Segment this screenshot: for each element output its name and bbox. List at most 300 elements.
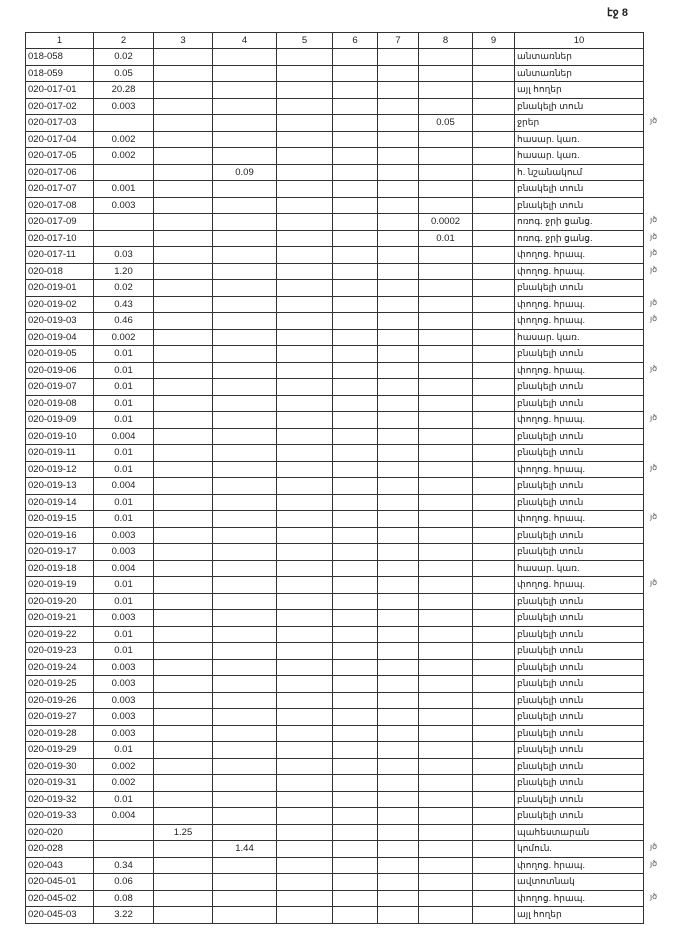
area-cell-col3 [154,560,213,577]
area-cell-col6 [333,626,378,643]
area-cell-col4 [213,181,277,198]
area-cell-col9 [473,412,515,429]
column-header-5: 5 [277,33,333,49]
margin-note: յծ [650,512,658,521]
table-row [26,824,644,841]
area-cell-col6 [333,428,378,445]
area-cell-col6 [333,280,378,297]
area-cell-col8: 0.01 [419,230,473,247]
table-row [26,412,644,429]
area-cell-col8 [419,742,473,759]
land-use-cell: բնակելի տուն [515,527,644,544]
area-cell-col3 [154,742,213,759]
area-cell-col6 [333,164,378,181]
area-cell-col3 [154,280,213,297]
area-cell-col6 [333,131,378,148]
area-cell-col6 [333,824,378,841]
parcel-code-cell: 020-019-32 [26,791,94,808]
area-cell-col9 [473,214,515,231]
area-cell-col4 [213,49,277,66]
area-cell-col5 [277,593,333,610]
table-row [26,280,644,297]
area-cell-col9 [473,659,515,676]
area-cell-col7 [378,247,419,264]
area-cell-col9 [473,527,515,544]
table-row [26,758,644,775]
area-cell-col7 [378,511,419,528]
parcel-code-cell: 020-019-01 [26,280,94,297]
area-cell-col8 [419,577,473,594]
land-use-cell: բնակելի տուն [515,346,644,363]
land-use-cell: բնակելի տուն [515,478,644,495]
area-cell-col8 [419,907,473,924]
parcel-code-cell: 020-019-11 [26,445,94,462]
margin-note: յծ [650,116,658,125]
area-cell-col9 [473,296,515,313]
area-cell-col5 [277,791,333,808]
land-use-cell: բնակելի տուն [515,808,644,825]
area-cell-col5 [277,49,333,66]
area-cell-col4 [213,494,277,511]
area-cell-col5 [277,379,333,396]
table-row [26,461,644,478]
land-use-cell: բնակելի տուն [515,181,644,198]
area-cell-col4 [213,296,277,313]
land-use-cell: բնակելի տուն [515,626,644,643]
land-use-cell: բնակելի տուն [515,692,644,709]
area-cell-col4 [213,758,277,775]
area-cell-col8 [419,296,473,313]
area-cell-col3 [154,709,213,726]
area-cell-col2: 0.004 [94,428,154,445]
table-row [26,346,644,363]
area-cell-col4 [213,725,277,742]
area-cell-col4 [213,478,277,495]
area-cell-col8 [419,148,473,165]
area-cell-col7 [378,610,419,627]
land-use-cell: բնակելի տուն [515,643,644,660]
area-cell-col8 [419,544,473,561]
parcel-code-cell: 020-043 [26,857,94,874]
area-cell-col2: 0.01 [94,494,154,511]
area-cell-col6 [333,379,378,396]
area-cell-col4 [213,511,277,528]
area-cell-col8 [419,461,473,478]
margin-note: յծ [650,231,658,241]
area-cell-col8 [419,857,473,874]
area-cell-col3 [154,527,213,544]
area-cell-col8 [419,511,473,528]
area-cell-col3 [154,857,213,874]
land-use-cell: բնակելի տուն [515,791,644,808]
area-cell-col3: 1.25 [154,824,213,841]
area-cell-col8 [419,775,473,792]
area-cell-col5 [277,247,333,264]
parcel-code-cell: 020-019-16 [26,527,94,544]
area-cell-col4 [213,643,277,660]
area-cell-col3 [154,758,213,775]
area-cell-col9 [473,511,515,528]
parcel-code-cell: 020-019-25 [26,676,94,693]
area-cell-col9 [473,758,515,775]
area-cell-col5 [277,65,333,82]
area-cell-col6 [333,593,378,610]
area-cell-col7 [378,643,419,660]
area-cell-col5 [277,890,333,907]
area-cell-col9 [473,82,515,99]
table-row [26,791,644,808]
area-cell-col7 [378,626,419,643]
area-cell-col6 [333,362,378,379]
margin-note: յծ [650,363,658,373]
table-row [26,49,644,66]
land-use-cell: հասար. կառ. [515,131,644,148]
area-cell-col7 [378,230,419,247]
land-use-cell: բնակելի տուն [515,725,644,742]
area-cell-col7 [378,82,419,99]
area-cell-col3 [154,98,213,115]
area-cell-col2: 0.01 [94,445,154,462]
area-cell-col9 [473,98,515,115]
area-cell-col5 [277,263,333,280]
area-cell-col8 [419,49,473,66]
area-cell-col9 [473,725,515,742]
land-use-cell: հասար. կառ. [515,329,644,346]
area-cell-col2: 0.02 [94,280,154,297]
area-cell-col4 [213,445,277,462]
area-cell-col5 [277,659,333,676]
area-cell-col4 [213,98,277,115]
area-cell-col8 [419,643,473,660]
area-cell-col5 [277,577,333,594]
area-cell-col4 [213,791,277,808]
column-header-6: 6 [333,33,378,49]
area-cell-col7 [378,115,419,132]
area-cell-col8 [419,346,473,363]
area-cell-col8 [419,758,473,775]
area-cell-col7 [378,560,419,577]
area-cell-col5 [277,692,333,709]
parcel-code-cell: 020-019-24 [26,659,94,676]
area-cell-col4 [213,131,277,148]
land-use-cell: փողոց. հրապ. [515,577,644,594]
area-cell-col7 [378,593,419,610]
area-cell-col6 [333,577,378,594]
area-cell-col6 [333,263,378,280]
parcel-code-cell: 020-019-05 [26,346,94,363]
area-cell-col5 [277,857,333,874]
area-cell-col5 [277,841,333,858]
area-cell-col4 [213,824,277,841]
area-cell-col9 [473,808,515,825]
area-cell-col6 [333,544,378,561]
land-use-cell: այլ հողեր [515,907,644,924]
area-cell-col9 [473,478,515,495]
area-cell-col2: 0.43 [94,296,154,313]
table-row [26,511,644,528]
table-row [26,247,644,264]
area-cell-col2: 0.01 [94,379,154,396]
table-row [26,181,644,198]
area-cell-col2: 0.002 [94,148,154,165]
parcel-code-cell: 020-045-03 [26,907,94,924]
area-cell-col2: 0.002 [94,758,154,775]
area-cell-col8 [419,676,473,693]
table-row [26,643,644,660]
area-cell-col4 [213,362,277,379]
area-cell-col8 [419,412,473,429]
area-cell-col7 [378,544,419,561]
table-row [26,841,644,858]
table-row [26,692,644,709]
parcel-code-cell: 020-019-07 [26,379,94,396]
area-cell-col5 [277,280,333,297]
area-cell-col2: 0.01 [94,593,154,610]
land-use-cell: կոմուն. [515,841,644,858]
area-cell-col9 [473,329,515,346]
area-cell-col6 [333,676,378,693]
area-cell-col8: 0.05 [419,115,473,132]
parcel-code-cell: 020-019-30 [26,758,94,775]
area-cell-col9 [473,775,515,792]
area-cell-col4 [213,65,277,82]
area-cell-col5 [277,560,333,577]
table-row [26,379,644,396]
area-cell-col8 [419,98,473,115]
area-cell-col6 [333,214,378,231]
land-use-cell: փողոց. հրապ. [515,890,644,907]
area-cell-col3 [154,791,213,808]
area-cell-col7 [378,808,419,825]
area-cell-col5 [277,478,333,495]
area-cell-col8 [419,791,473,808]
area-cell-col9 [473,841,515,858]
area-cell-col2: 0.003 [94,197,154,214]
area-cell-col2: 0.01 [94,791,154,808]
area-cell-col5 [277,395,333,412]
area-cell-col9 [473,494,515,511]
parcel-code-cell: 020-019-10 [26,428,94,445]
parcel-code-cell: 020-028 [26,841,94,858]
area-cell-col7 [378,362,419,379]
area-cell-col6 [333,49,378,66]
table-row [26,808,644,825]
area-cell-col2: 0.01 [94,626,154,643]
land-use-cell: անտառներ [515,65,644,82]
area-cell-col7 [378,329,419,346]
area-cell-col2: 0.06 [94,874,154,891]
area-cell-col6 [333,511,378,528]
area-cell-col8 [419,593,473,610]
parcel-code-cell: 020-019-18 [26,560,94,577]
parcel-code-cell: 020-019-06 [26,362,94,379]
parcel-code-cell: 020-017-01 [26,82,94,99]
area-cell-col5 [277,296,333,313]
area-cell-col4 [213,874,277,891]
area-cell-col6 [333,98,378,115]
area-cell-col8 [419,131,473,148]
area-cell-col3 [154,296,213,313]
land-use-cell: ջրեր [515,115,644,132]
area-cell-col9 [473,428,515,445]
parcel-code-cell: 020-019-20 [26,593,94,610]
area-cell-col6 [333,610,378,627]
area-cell-col8 [419,395,473,412]
area-cell-col4 [213,214,277,231]
area-cell-col7 [378,346,419,363]
area-cell-col9 [473,791,515,808]
area-cell-col8 [419,263,473,280]
area-cell-col7 [378,263,419,280]
parcel-code-cell: 020-019-09 [26,412,94,429]
area-cell-col7 [378,742,419,759]
area-cell-col7 [378,824,419,841]
table-row [26,148,644,165]
area-cell-col7 [378,313,419,330]
parcel-code-cell: 020-019-17 [26,544,94,561]
area-cell-col4 [213,395,277,412]
area-cell-col8 [419,874,473,891]
area-cell-col8 [419,65,473,82]
area-cell-col7 [378,725,419,742]
land-use-cell: պահեստարան [515,824,644,841]
area-cell-col9 [473,379,515,396]
column-header-4: 4 [213,33,277,49]
area-cell-col7 [378,148,419,165]
area-cell-col3 [154,494,213,511]
area-cell-col3 [154,346,213,363]
page-number: էջ 8 [607,7,628,19]
area-cell-col6 [333,478,378,495]
area-cell-col4 [213,461,277,478]
area-cell-col4 [213,230,277,247]
table-row [26,197,644,214]
area-cell-col5 [277,824,333,841]
area-cell-col6 [333,494,378,511]
area-cell-col7 [378,379,419,396]
area-cell-col5 [277,626,333,643]
parcel-code-cell: 020-017-05 [26,148,94,165]
area-cell-col3 [154,841,213,858]
area-cell-col7 [378,907,419,924]
parcel-code-cell: 020-019-14 [26,494,94,511]
area-cell-col7 [378,857,419,874]
land-use-cell: բնակելի տուն [515,676,644,693]
area-cell-col6 [333,329,378,346]
area-cell-col2: 0.003 [94,709,154,726]
area-cell-col9 [473,692,515,709]
area-cell-col4 [213,263,277,280]
area-cell-col7 [378,692,419,709]
area-cell-col2: 0.01 [94,461,154,478]
area-cell-col4 [213,115,277,132]
area-cell-col8 [419,428,473,445]
land-use-cell: փողոց. հրապ. [515,263,644,280]
parcel-code-cell: 020-019-21 [26,610,94,627]
area-cell-col5 [277,676,333,693]
land-use-cell: անտառներ [515,49,644,66]
parcel-code-cell: 020-019-19 [26,577,94,594]
area-cell-col5 [277,742,333,759]
parcel-code-cell: 020-019-03 [26,313,94,330]
area-cell-col6 [333,758,378,775]
area-cell-col4 [213,280,277,297]
area-cell-col3 [154,874,213,891]
area-cell-col2 [94,841,154,858]
area-cell-col4 [213,593,277,610]
area-cell-col8: 0.0002 [419,214,473,231]
land-use-cell: բնակելի տուն [515,742,644,759]
area-cell-col2: 0.01 [94,362,154,379]
area-cell-col6 [333,296,378,313]
area-cell-col3 [154,148,213,165]
area-cell-col3 [154,65,213,82]
area-cell-col7 [378,428,419,445]
area-cell-col6 [333,148,378,165]
area-cell-col3 [154,775,213,792]
area-cell-col2 [94,115,154,132]
area-cell-col9 [473,626,515,643]
table-row [26,329,644,346]
area-cell-col3 [154,659,213,676]
area-cell-col9 [473,181,515,198]
parcel-code-cell: 020-019-33 [26,808,94,825]
table-row [26,230,644,247]
table-row [26,445,644,462]
area-cell-col2: 0.01 [94,511,154,528]
margin-note: յծ [650,297,658,307]
table-row [26,395,644,412]
table-row [26,890,644,907]
area-cell-col7 [378,577,419,594]
table-row [26,115,644,132]
area-cell-col4 [213,890,277,907]
column-header-8: 8 [419,33,473,49]
area-cell-col9 [473,890,515,907]
table-row [26,131,644,148]
table-row [26,164,644,181]
area-cell-col9 [473,115,515,132]
area-cell-col6 [333,560,378,577]
table-row [26,98,644,115]
land-use-cell: փողոց. հրապ. [515,296,644,313]
area-cell-col7 [378,395,419,412]
area-cell-col7 [378,197,419,214]
area-cell-col3 [154,82,213,99]
land-use-cell: այլ հողեր [515,82,644,99]
land-use-cell: բնակելի տուն [515,709,644,726]
parcel-code-cell: 020-017-06 [26,164,94,181]
area-cell-col2: 0.002 [94,775,154,792]
area-cell-col5 [277,98,333,115]
area-cell-col7 [378,412,419,429]
table-row [26,362,644,379]
area-cell-col6 [333,659,378,676]
area-cell-col3 [154,577,213,594]
margin-note: յծ [650,578,658,587]
area-cell-col4 [213,577,277,594]
land-use-cell: փողոց. հրապ. [515,461,644,478]
parcel-code-cell: 020-019-13 [26,478,94,495]
column-header-1: 1 [26,33,94,49]
land-use-cell: բնակելի տուն [515,445,644,462]
area-cell-col2: 0.004 [94,808,154,825]
table-row [26,725,644,742]
area-cell-col8 [419,626,473,643]
area-cell-col3 [154,395,213,412]
area-cell-col6 [333,230,378,247]
margin-note: յծ [650,842,658,851]
